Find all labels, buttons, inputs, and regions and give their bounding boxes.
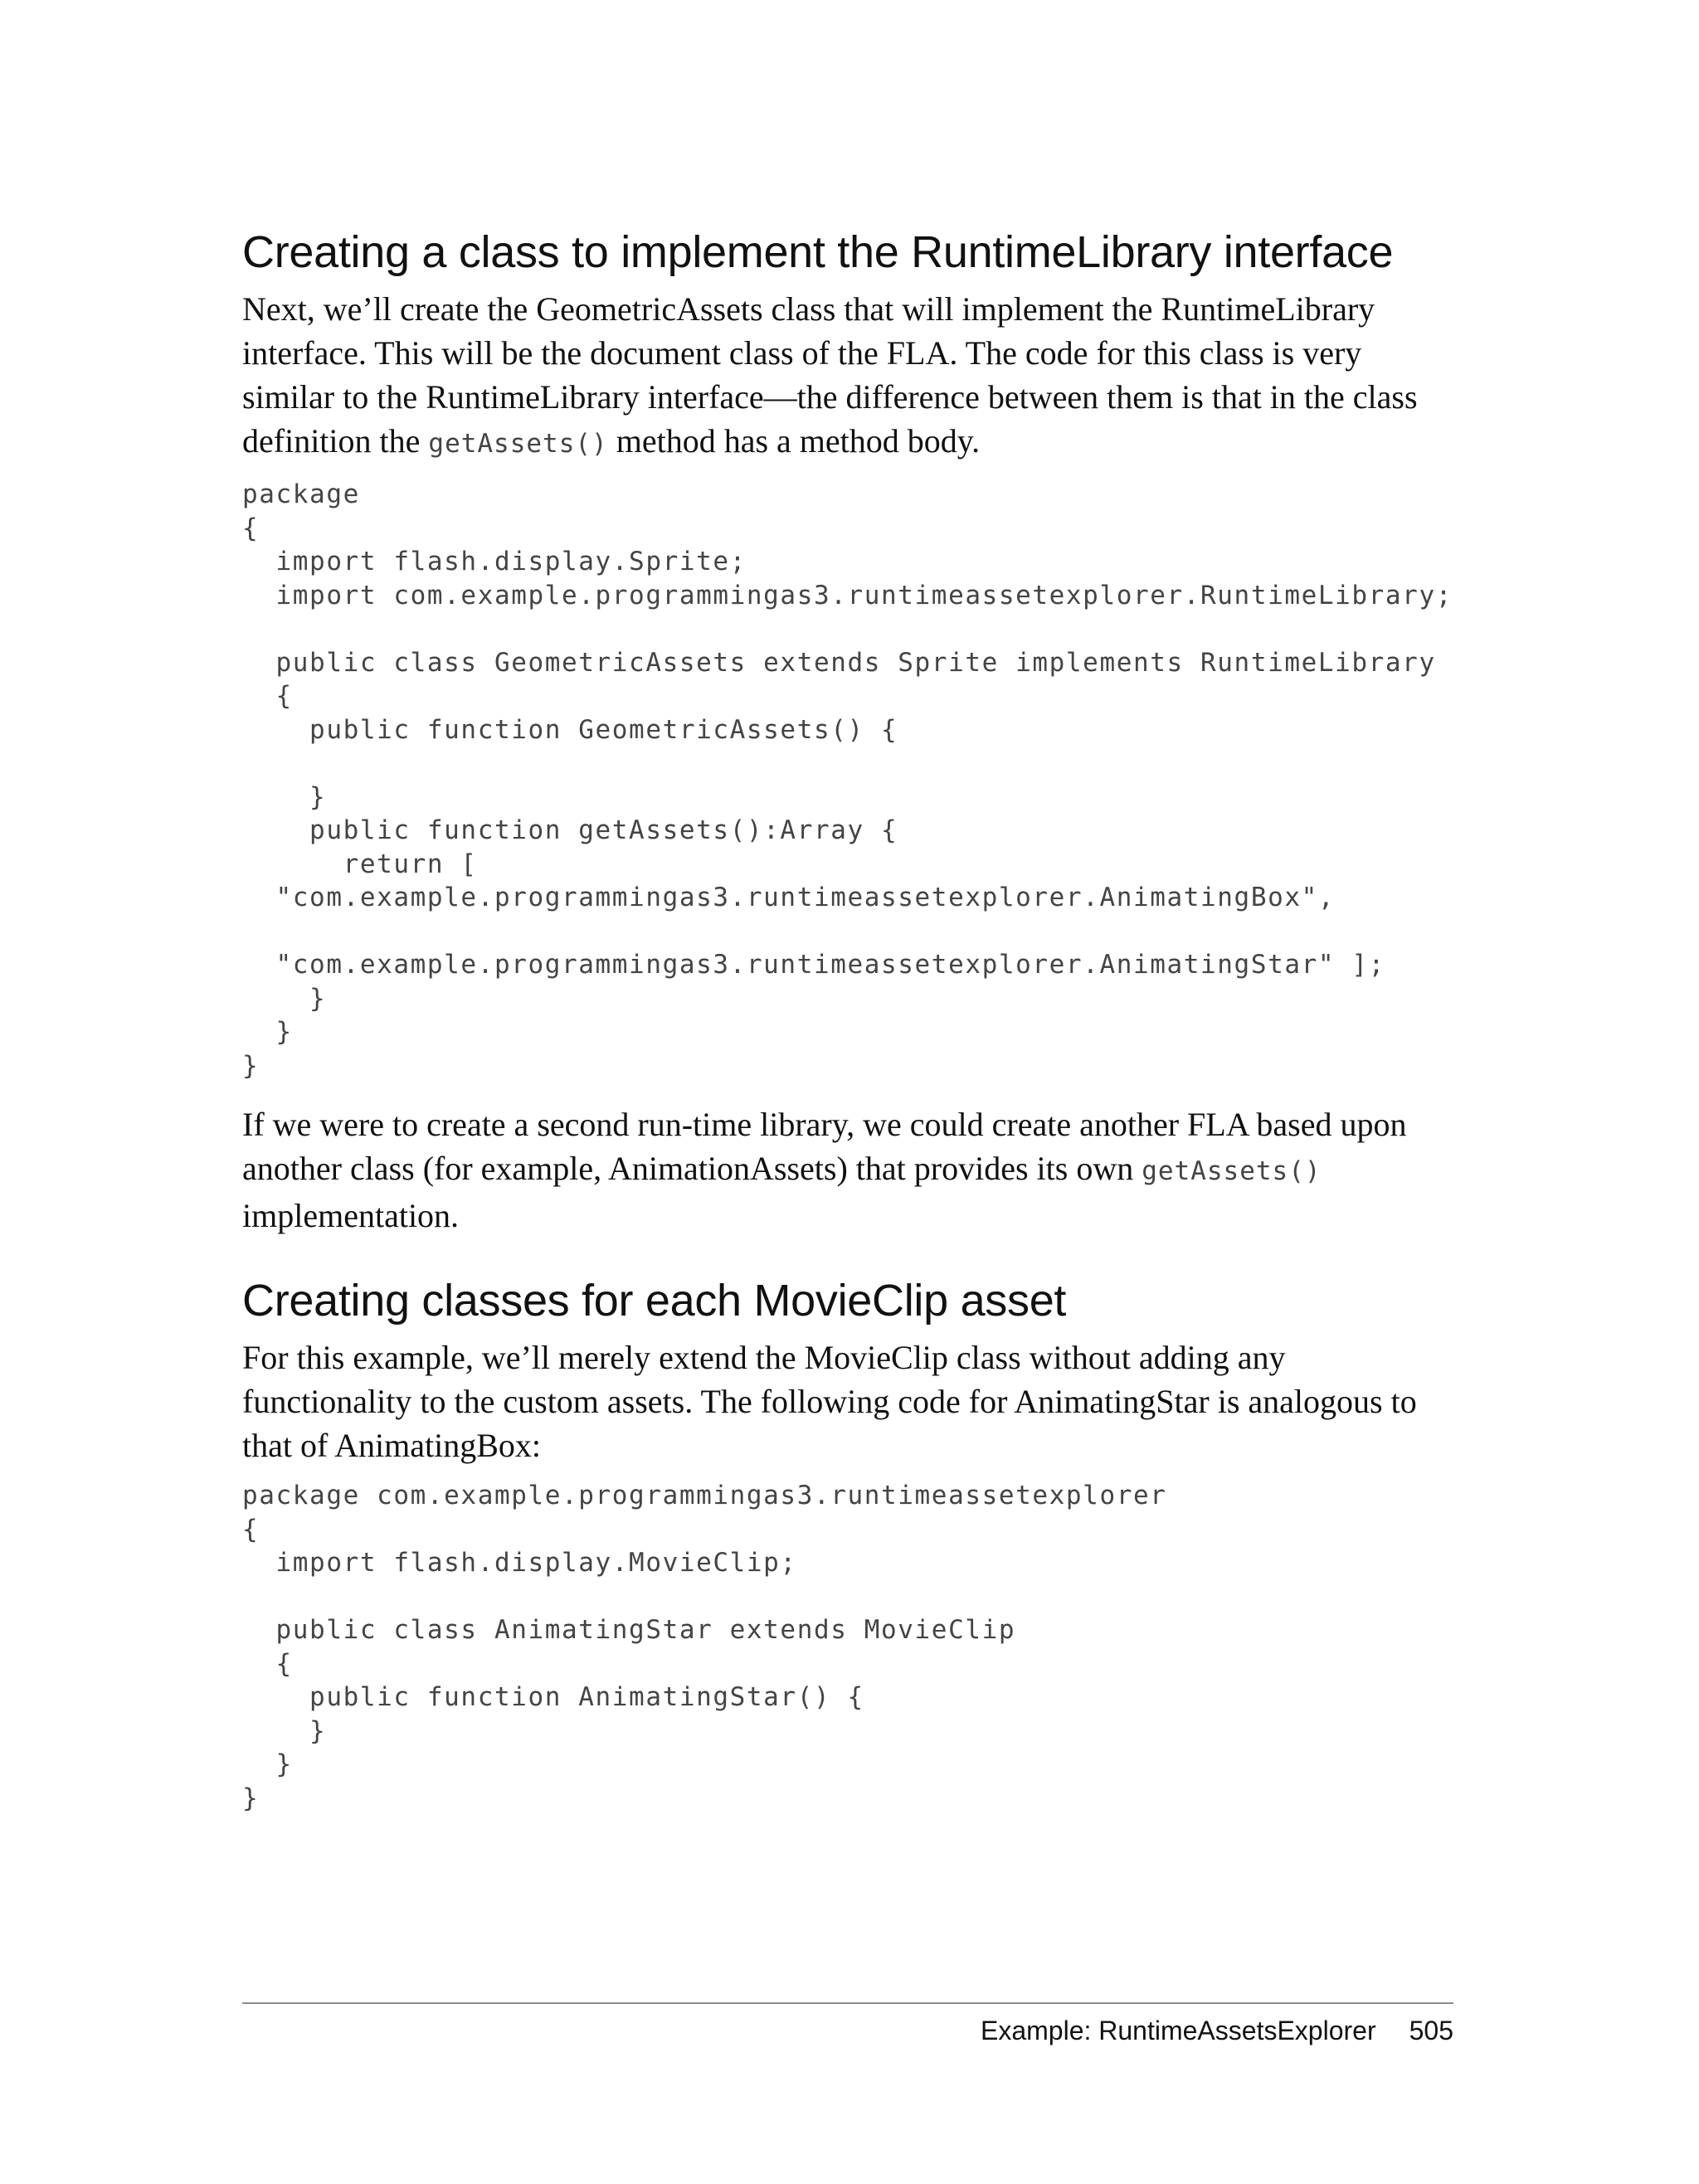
code-line xyxy=(242,612,1453,646)
page-number: 505 xyxy=(1409,2016,1453,2045)
code-line: { xyxy=(242,1514,260,1544)
inline-code-getassets: getAssets() xyxy=(428,429,608,459)
intro-paragraph-text-end: method has a method body. xyxy=(607,422,981,460)
code-line: } xyxy=(242,1017,293,1047)
code-block-geometric-assets xyxy=(242,478,1453,1082)
code-line: public class GeometricAssets extends Sprite implements RuntimeLibrary xyxy=(242,647,1436,678)
code-line xyxy=(242,1580,1453,1614)
intro-paragraph-text: Next, we’ll create the GeometricAssets class that will implement the RuntimeLibrary interface. This will be the document class of the FLA. The code for this class is very similar to the RuntimeLibrary interface—the difference between them is that in the class definition the xyxy=(242,290,1418,460)
code-line: "com.example.programmingas3.runtimeassetexplorer.AnimatingStar" ]; xyxy=(242,950,1385,980)
section-heading-runtime-library-class: Creating a class to implement the RuntimeLibrary interface xyxy=(242,227,1394,277)
code-line: } xyxy=(242,983,327,1014)
footer-divider xyxy=(242,2002,1453,2004)
section-heading-movieclip-assets: Creating classes for each MovieClip asset xyxy=(242,1276,1067,1325)
code-line xyxy=(242,747,1453,781)
footer-running-title: Example: RuntimeAssetsExplorer xyxy=(980,2016,1376,2045)
movieclip-paragraph: For this example, we’ll merely extend the MovieClip class without adding any functionality to the custom assets. The following code for AnimatingStar is analogous to that of AnimatingBox: xyxy=(242,1339,1417,1464)
code-line: public function getAssets():Array { xyxy=(242,815,898,845)
code-line: import com.example.programmingas3.runtimeassetexplorer.RuntimeLibrary; xyxy=(242,580,1453,610)
second-library-paragraph-text-end: implementation. xyxy=(242,1197,460,1234)
code-line: { xyxy=(242,1648,293,1679)
code-line xyxy=(242,915,1453,949)
intro-paragraph xyxy=(242,287,1453,466)
code-line: package xyxy=(242,479,360,509)
code-line: public function AnimatingStar() { xyxy=(242,1682,864,1712)
code-line: public class AnimatingStar extends MovieClip xyxy=(242,1615,1016,1645)
code-line: { xyxy=(242,681,293,711)
inline-code-getassets: getAssets() xyxy=(1142,1156,1322,1186)
second-library-paragraph-text: If we were to create a second run-time library, we could create another FLA based upon another class (for example, AnimationAssets) that provides its own xyxy=(242,1106,1407,1187)
code-line: } xyxy=(242,1783,260,1813)
code-line: } xyxy=(242,1050,260,1081)
page-content xyxy=(242,226,1453,1835)
code-line: } xyxy=(242,781,327,812)
section-movieclip-assets xyxy=(242,1274,1453,1815)
code-block-animating-star xyxy=(242,1479,1453,1815)
page-footer xyxy=(981,2016,1453,2046)
code-line: import flash.display.Sprite; xyxy=(242,547,747,576)
code-line: } xyxy=(242,1715,327,1746)
code-line: package com.example.programmingas3.runtimeassetexplorer xyxy=(242,1481,1167,1510)
code-line: public function GeometricAssets() { xyxy=(242,714,898,745)
second-library-paragraph xyxy=(242,1102,1453,1238)
code-line: { xyxy=(242,513,260,543)
code-line: import flash.display.MovieClip; xyxy=(242,1548,797,1578)
code-line: "com.example.programmingas3.runtimeassetexplorer.AnimatingBox", xyxy=(242,883,1336,912)
code-line: return [ xyxy=(242,849,478,879)
code-line: } xyxy=(242,1749,293,1779)
